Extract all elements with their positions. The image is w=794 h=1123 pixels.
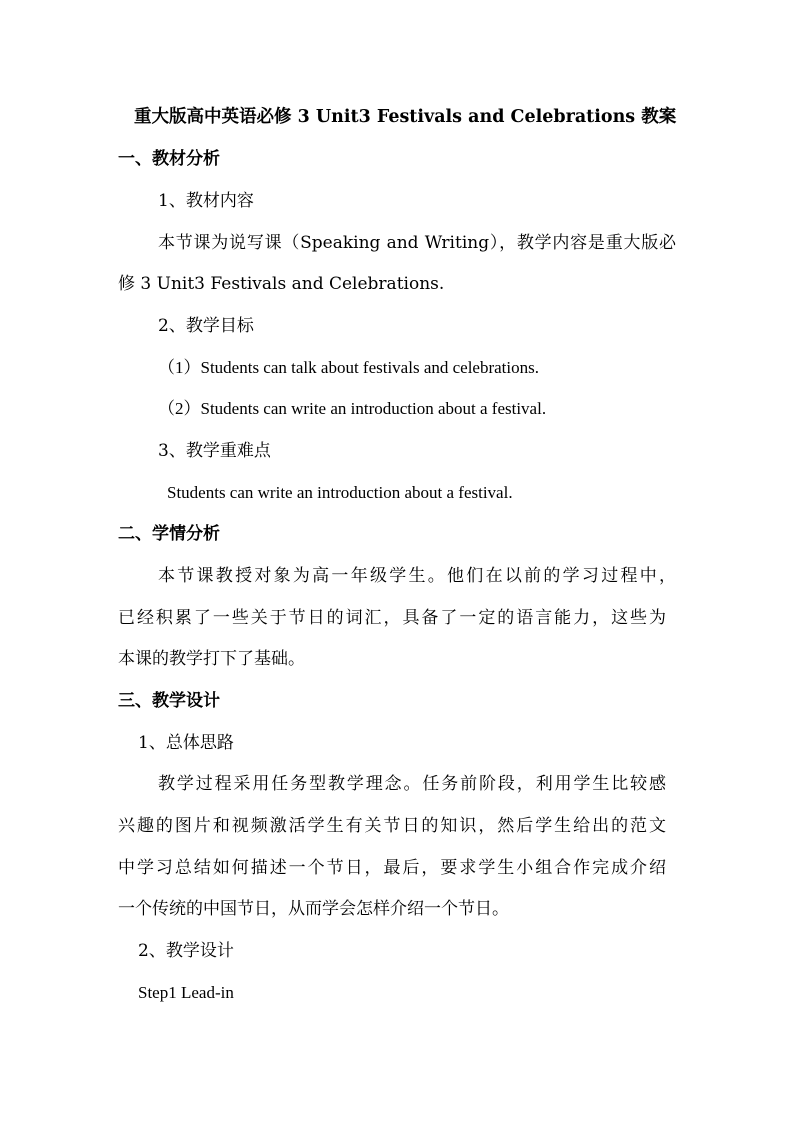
paragraph-line: 教学过程采用任务型教学理念。任务前阶段，利用学生比较感	[158, 774, 666, 794]
key-point-text: Students can write an introduction about a festival.	[167, 483, 513, 502]
objective-item: （2）Students can write an introduction about a festival.	[158, 399, 547, 418]
paragraph-line: 本节课为说写课（Speaking and Writing），教学内容是重大版必	[158, 233, 676, 253]
paragraph-line: 已经积累了一些关于节日的词汇，具备了一定的语言能力，这些为	[118, 608, 666, 628]
paragraph-line: 一个传统的中国节日，从而学会怎样介绍一个节日。	[118, 899, 509, 919]
step-heading: Step1 Lead-in	[138, 983, 234, 1002]
subheading-teaching-design: 2、教学设计	[138, 941, 234, 961]
objective-item: （1）Students can talk about festivals and celebrations.	[158, 358, 539, 377]
section-heading-student-analysis: 二、学情分析	[118, 524, 220, 544]
subheading-overall-approach: 1、总体思路	[138, 733, 234, 753]
paragraph-line: 本课的教学打下了基础。	[118, 649, 305, 669]
paragraph-line: 本节课教授对象为高一年级学生。他们在以前的学习过程中，	[158, 566, 676, 586]
subheading-textbook-content: 1、教材内容	[158, 191, 254, 211]
section-heading-textbook-analysis: 一、教材分析	[118, 149, 220, 169]
document-title: 重大版高中英语必修 3 Unit3 Festivals and Celebrations 教案	[134, 107, 677, 127]
subheading-teaching-objectives: 2、教学目标	[158, 316, 254, 336]
paragraph-line: 修 3 Unit3 Festivals and Celebrations.	[118, 274, 445, 294]
subheading-key-points: 3、教学重难点	[158, 441, 271, 461]
section-heading-teaching-design: 三、教学设计	[118, 691, 220, 711]
paragraph-line: 中学习总结如何描述一个节日，最后，要求学生小组合作完成介绍	[118, 858, 666, 878]
paragraph-line: 兴趣的图片和视频激活学生有关节日的知识，然后学生给出的范文	[118, 816, 666, 836]
